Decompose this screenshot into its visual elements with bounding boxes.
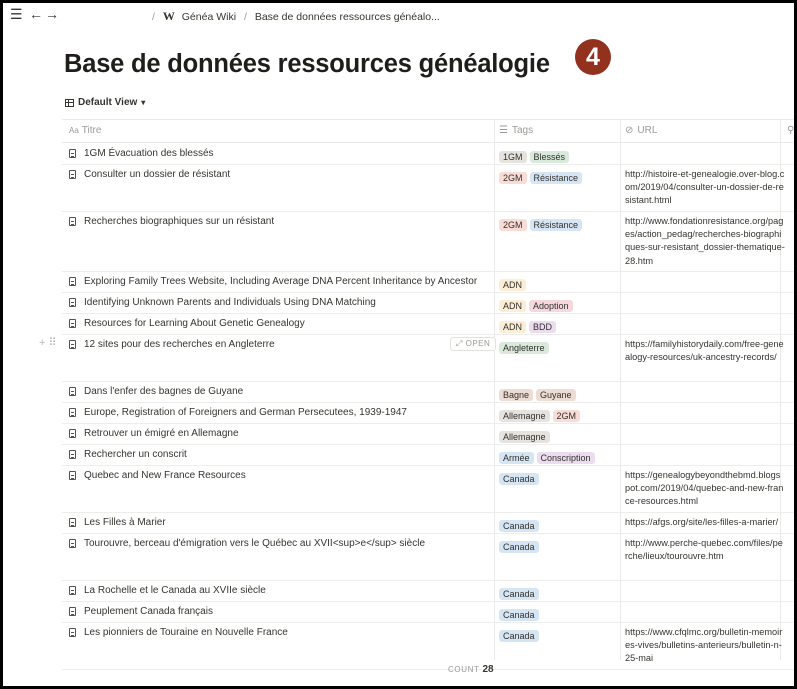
page-icon: [69, 217, 76, 226]
row-title-cell[interactable]: [69, 444, 439, 465]
row-title-cell[interactable]: [69, 164, 439, 185]
row-url-cell[interactable]: http://www.fondationresistance.org/pages/action_pedag/recherches-biographiques-sur-resistant_dossier-thematique-28.htm: [625, 216, 785, 266]
column-header-url[interactable]: ⊘ URL: [625, 125, 658, 136]
page-icon: [69, 298, 76, 307]
list-property-icon: ☰: [499, 125, 508, 136]
forward-arrow-icon[interactable]: →: [45, 6, 59, 22]
row-title: Les pionniers de Touraine en Nouvelle France: [84, 627, 288, 638]
tag-badge: 2GM: [499, 172, 527, 184]
row-title: Recherches biographiques sur un résistant: [84, 216, 275, 227]
back-arrow-icon[interactable]: ←: [29, 6, 43, 22]
row-title: Identifying Unknown Parents and Individuals Using DNA Matching: [84, 297, 376, 308]
row-title: Exploring Family Trees Website, Including Average DNA Percent Inheritance by Ancestor: [84, 276, 478, 287]
tag-badge: Blessés: [530, 151, 570, 163]
row-title-cell[interactable]: [69, 465, 439, 486]
page-icon: [69, 319, 76, 328]
view-label: Default View: [78, 97, 138, 108]
row-title: Quebec and New France Resources: [84, 470, 246, 481]
row-tags-cell[interactable]: [499, 385, 617, 403]
tag-badge: ADN: [499, 300, 526, 312]
row-title-cell[interactable]: [69, 381, 439, 402]
page-icon: [69, 539, 76, 548]
row-tags-cell[interactable]: [499, 448, 617, 466]
expand-icon: ⤢: [456, 339, 466, 348]
tag-badge: Canada: [499, 520, 539, 532]
row-title: Dans l'enfer des bagnes de Guyane: [84, 386, 244, 397]
tag-badge: 1GM: [499, 151, 527, 163]
table-row[interactable]: [62, 622, 794, 670]
page-icon: [69, 170, 76, 179]
row-tags-cell[interactable]: [499, 406, 617, 424]
row-title-cell[interactable]: [69, 622, 439, 643]
page-icon: [69, 429, 76, 438]
row-title: La Rochelle et le Canada au XVIIe siècle: [84, 585, 266, 596]
drag-handle-icon[interactable]: + ⠿: [39, 337, 57, 349]
table-row[interactable]: [62, 143, 794, 165]
table-row[interactable]: [62, 533, 794, 581]
tag-badge: Guyane: [536, 389, 576, 401]
table-row[interactable]: [62, 444, 794, 466]
table-row[interactable]: [62, 164, 794, 212]
page-icon: [69, 471, 76, 480]
row-title-cell[interactable]: [69, 313, 439, 334]
table-row[interactable]: [62, 512, 794, 534]
table-view-icon: [65, 99, 74, 107]
tag-badge: Allemagne: [499, 410, 550, 422]
row-title: Tourouvre, berceau d'émigration vers le Québec au XVII<sup>e</sup> siècle: [84, 538, 426, 549]
row-tags-cell[interactable]: [499, 275, 617, 293]
tag-badge: Canada: [499, 541, 539, 553]
row-title: Consulter un dossier de résistant: [84, 169, 231, 180]
row-title-cell[interactable]: [69, 271, 478, 292]
tag-badge: Résistance: [530, 219, 583, 231]
view-selector[interactable]: [65, 97, 145, 108]
page-icon: [69, 586, 76, 595]
row-tags-cell[interactable]: [499, 215, 617, 233]
row-title-cell[interactable]: [69, 601, 439, 622]
text-property-icon: Aa: [69, 126, 79, 135]
step-number-badge: 4: [575, 39, 611, 75]
page-icon: [69, 518, 76, 527]
page-icon: [69, 628, 76, 637]
row-url-cell[interactable]: https://genealogybeyondthebmd.blogspot.com/2019/04/quebec-and-new-france-resources.html: [625, 470, 784, 507]
tag-badge: 2GM: [499, 219, 527, 231]
database-table: [39, 119, 795, 664]
row-title-cell[interactable]: [69, 211, 439, 232]
row-title: Europe, Registration of Foreigners and German Persecutees, 1939-1947: [84, 407, 407, 418]
link-property-icon: ⊘: [625, 125, 634, 136]
row-title: Resources for Learning About Genetic Genealogy: [84, 318, 305, 329]
row-title: Les Filles à Marier: [84, 517, 166, 528]
page-icon: [69, 387, 76, 396]
tag-badge: Canada: [499, 588, 539, 600]
tag-badge: BDD: [529, 321, 556, 333]
tag-badge: ADN: [499, 279, 526, 291]
row-tags-cell[interactable]: [499, 584, 617, 602]
app-window: [3, 3, 794, 686]
row-title: Retrouver un émigré en Allemagne: [84, 428, 239, 439]
row-tags-cell[interactable]: [499, 605, 617, 623]
tag-badge: 2GM: [553, 410, 581, 422]
table-row[interactable]: [39, 334, 794, 382]
row-url-cell[interactable]: https://familyhistorydaily.com/free-genealogy-resources/uk-ancestry-records/: [625, 339, 784, 363]
attachment-property-icon[interactable]: ⚲: [787, 125, 795, 136]
tag-badge: Armée: [499, 452, 534, 464]
row-tags-cell[interactable]: [499, 168, 617, 186]
breadcrumb-page[interactable]: Base de données ressources généalo...: [254, 11, 440, 23]
row-tags-cell[interactable]: [499, 469, 617, 487]
tag-badge: Allemagne: [499, 431, 550, 443]
row-title-cell[interactable]: [69, 512, 439, 533]
row-tags-cell[interactable]: [499, 296, 617, 314]
breadcrumb-workspace[interactable]: Généa Wiki: [181, 11, 237, 23]
row-tags-cell[interactable]: [499, 537, 617, 555]
page-icon: [69, 277, 76, 286]
page-title: Base de données ressources généalogie: [64, 50, 550, 78]
tag-badge: Canada: [499, 609, 539, 621]
row-title: Rechercher un conscrit: [84, 449, 187, 460]
table-row[interactable]: [62, 381, 794, 403]
row-tags-cell[interactable]: [499, 427, 617, 445]
open-page-button[interactable]: ⤢ OPEN: [450, 337, 496, 351]
sidebar-menu-icon[interactable]: ☰: [10, 6, 23, 22]
row-url-cell[interactable]: http://www.perche-quebec.com/files/perche/lieux/tourouvre.htm: [625, 538, 783, 562]
tag-badge: ADN: [499, 321, 526, 333]
tag-badge: Canada: [499, 473, 539, 485]
table-row[interactable]: [62, 313, 794, 335]
row-tags-cell[interactable]: [499, 317, 617, 335]
row-title-cell[interactable]: [69, 292, 439, 313]
row-tags-cell[interactable]: [499, 147, 617, 165]
table-row[interactable]: [62, 465, 794, 513]
table-row[interactable]: [62, 271, 794, 293]
row-tags-cell[interactable]: [499, 338, 617, 356]
row-tags-cell[interactable]: [499, 516, 617, 534]
tag-badge: Canada: [499, 630, 539, 642]
row-count: COUNT 28: [448, 664, 494, 675]
row-title: 12 sites pour des recherches en Angleterre: [84, 339, 275, 350]
tag-badge: Adoption: [529, 300, 573, 312]
column-header-title[interactable]: Aa Titre: [69, 125, 102, 136]
table-row[interactable]: [62, 423, 794, 445]
row-title-cell[interactable]: [69, 143, 439, 164]
row-url-cell[interactable]: http://histoire-et-genealogie.over-blog.com/2019/04/consulter-un-dossier-de-resistant.html: [625, 169, 785, 206]
table-row[interactable]: [62, 211, 794, 272]
row-title: 1GM Évacuation des blessés: [84, 148, 214, 159]
table-row[interactable]: [62, 402, 794, 424]
row-title-cell[interactable]: [69, 423, 439, 444]
column-header-tags[interactable]: ☰ Tags: [499, 125, 534, 136]
tag-badge: Conscription: [537, 452, 595, 464]
page-icon: [69, 149, 76, 158]
chevron-down-icon: ▾: [141, 98, 146, 107]
row-url-cell[interactable]: https://www.cfqlmc.org/bulletin-memoires-vives/bulletins-anterieurs/bulletin-n-25-mai: [625, 627, 783, 664]
row-url-cell[interactable]: https://afgs.org/site/les-filles-a-marier/: [625, 517, 779, 527]
wiki-logo-icon: W: [162, 9, 175, 23]
row-tags-cell[interactable]: [499, 626, 617, 644]
row-title-cell[interactable]: [69, 334, 439, 355]
table-row[interactable]: [62, 580, 794, 602]
tag-badge: Bagne: [499, 389, 533, 401]
tag-badge: Résistance: [530, 172, 583, 184]
row-title-cell[interactable]: [69, 580, 439, 601]
table-row[interactable]: [62, 601, 794, 623]
table-row[interactable]: [62, 292, 794, 314]
row-title: Peuplement Canada français: [84, 606, 213, 617]
row-count-value: 28: [482, 664, 494, 675]
tag-badge: Angleterre: [499, 342, 549, 354]
table-header: [62, 120, 794, 143]
page-icon: [69, 607, 76, 616]
row-title-cell[interactable]: [69, 402, 439, 423]
page-icon: [69, 408, 76, 417]
top-bar: [3, 3, 794, 27]
page-icon: [69, 450, 76, 459]
row-title-cell[interactable]: [69, 533, 439, 554]
breadcrumb: / W Généa Wiki / Base de données ressources généalo...: [152, 9, 440, 23]
page-icon: [69, 340, 76, 349]
